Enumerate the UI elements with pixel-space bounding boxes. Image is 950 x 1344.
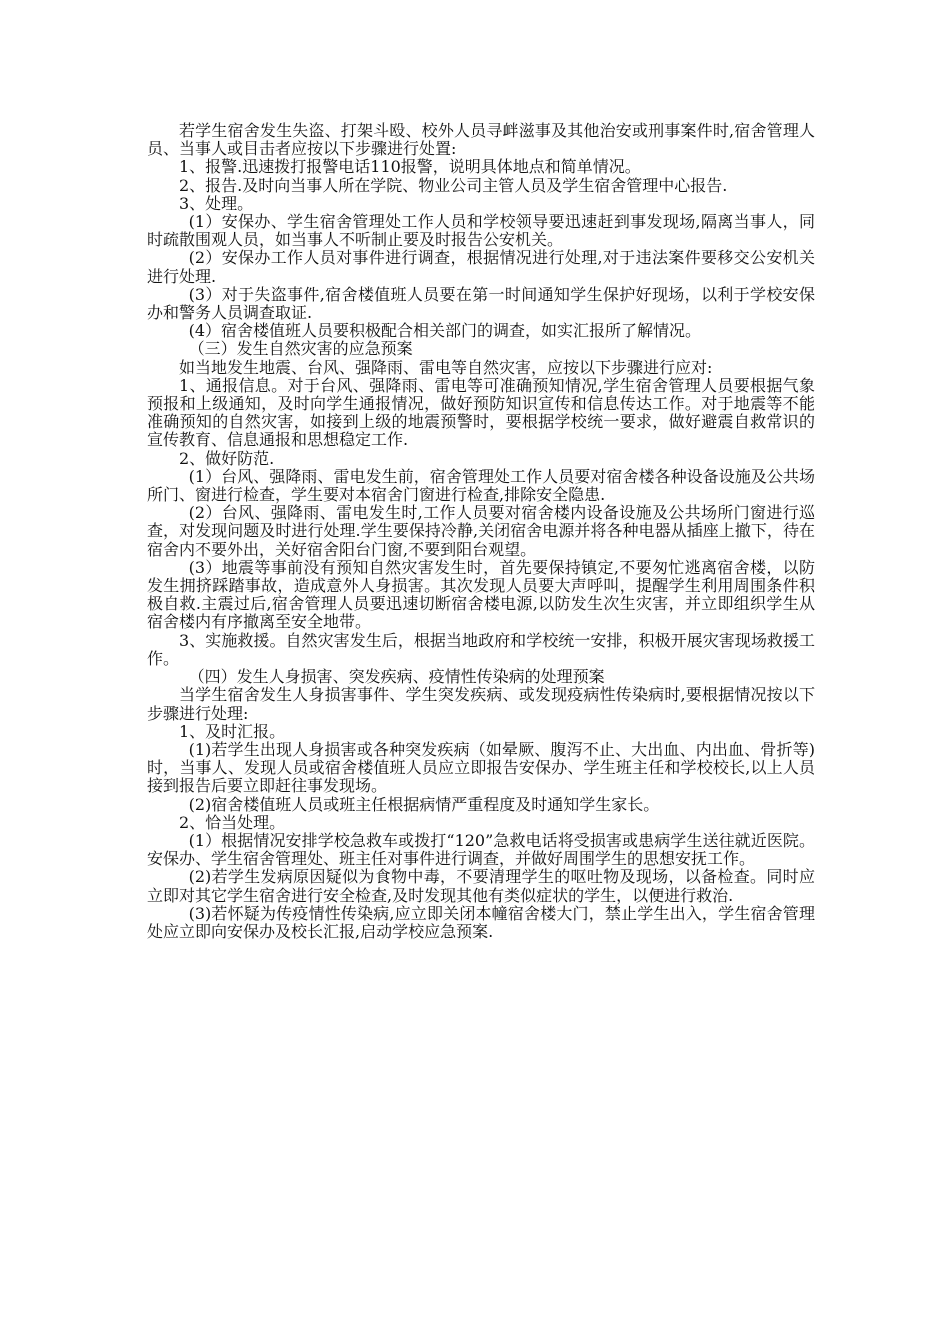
paragraph-intro: 若学生宿舍发生失盗、打架斗殴、校外人员寻衅滋事及其他治安或刑事案件时,宿舍管理人员、当事人或目击者应按以下步骤进行处置: — [147, 121, 815, 159]
paragraph-step-report-police: 1、报警.迅速拨打报警电话110报警，说明具体地点和简单情况。 — [179, 157, 641, 177]
paragraph-step-handle: 3、处理。 — [179, 193, 254, 213]
paragraph-step-report: 2、报告.及时向当事人所在学院、物业公司主管人员及学生宿舍管理中心报告. — [179, 175, 728, 195]
paragraph-report-2: (2)宿舍楼值班人员或班主任根据病情严重程度及时通知学生家长。 — [188, 794, 660, 814]
paragraph-handle-2: (2）安保办工作人员对事件进行调查，根据情况进行处理,对于违法案件要移交公安机关进行处理. — [147, 248, 815, 286]
paragraph-injury-intro: 当学生宿舍发生人身损害事件、学生突发疾病、或发现疫病性传染病时,要根据情况按以下步骤进行处理: — [147, 685, 815, 723]
paragraph-injury-handle: 2、恰当处理。 — [179, 812, 286, 832]
document-body — [147, 122, 815, 941]
paragraph-handle-1: (1）安保办、学生宿舍管理处工作人员和学校领导要迅速赶到事发现场,隔离当事人，同时疏散围观人员，如当事人不听制止要及时报告公安机关。 — [147, 212, 815, 250]
paragraph-prevent-3: (3）地震等事前没有预知自然灾害发生时，首先要保持镇定,不要匆忙逃离宿舍楼，以防发生拥挤踩踏事故，造成意外人身损害。其次发现人员要大声呼叫，提醒学生利用周围条件积极自救.主震过后,宿舍管理人员要迅速切断宿舍楼电源,以防发生次生灾害，并立即组织学生从宿舍楼内有序撤离至安全地带。 — [147, 557, 815, 632]
paragraph-injury-report: 1、及时汇报。 — [179, 721, 286, 741]
section-heading-injury-disease: （四）发生人身损害、突发疾病、疫情性传染病的处理预案 — [188, 667, 605, 687]
paragraph-prevent-1: (1）台风、强降雨、雷电发生前，宿舍管理处工作人员要对宿舍楼各种设备设施及公共场所门、窗进行检查，学生要对本宿舍门窗进行检查,排除安全隐患. — [147, 466, 815, 505]
section-heading-natural-disaster: （三）发生自然灾害的应急预案 — [188, 339, 413, 359]
paragraph-disaster-intro: 如当地发生地震、台风、强降雨、雷电等自然灾害，应按以下步骤进行应对: — [179, 357, 713, 377]
paragraph-disaster-prevent: 2、做好防范. — [179, 448, 275, 468]
paragraph-treat-3: (3)若怀疑为传疫情性传染病,应立即关闭本幢宿舍楼大门，禁止学生出入，学生宿舍管理处应立即向安保办及校长汇报,启动学校应急预案. — [147, 903, 815, 941]
paragraph-report-1: (1)若学生出现人身损害或各种突发疾病（如晕厥、腹泻不止、大出血、内出血、骨折等)时，当事人、发现人员或宿舍楼值班人员应立即报告安保办、学生班主任和学校校长,以上人员接到报告后要立即赶往事发现场。 — [147, 739, 815, 796]
paragraph-disaster-rescue: 3、实施救援。自然灾害发生后，根据当地政府和学校统一安排，积极开展灾害现场救援工作。 — [147, 630, 815, 668]
paragraph-treat-2: (2)若学生发病原因疑似为食物中毒，不要清理学生的呕吐物及现场，以备检查。同时应立即对其它学生宿舍进行安全检查,及时发现其他有类似症状的学生，以便进行救治. — [147, 867, 815, 905]
paragraph-handle-3: (3）对于失盗事件,宿舍楼值班人员要在第一时间通知学生保护好现场，以利于学校安保办和警务人员调查取证. — [147, 284, 815, 323]
paragraph-disaster-notify: 1、通报信息。对于台风、强降雨、雷电等可准确预知情况,学生宿舍管理人员要根据气象预报和上级通知，及时向学生通报情况，做好预防知识宣传和信息传达工作。对于地震等不能准确预知的自然灾害，如接到上级的地震预警时，要根据学校统一要求，做好避震自救常识的宣传教育、信息通报和思想稳定工作. — [147, 375, 815, 450]
paragraph-prevent-2: (2）台风、强降雨、雷电发生时,工作人员要对宿舍楼内设备设施及公共场所门窗进行巡查，对发现问题及时进行处理.学生要保持冷静,关闭宿舍电源并将各种电器从插座上撤下，待在宿舍内不要外出，关好宿舍阳台门窗,不要到阳台观望。 — [147, 503, 815, 559]
paragraph-handle-4: (4）宿舍楼值班人员要积极配合相关部门的调查，如实汇报所了解情况。 — [188, 321, 702, 341]
paragraph-treat-1: (1）根据情况安排学校急救车或拨打“120”急救电话将受损害或患病学生送往就近医院。安保办、学生宿舍管理处、班主任对事件进行调查，并做好周围学生的思想安抚工作。 — [147, 830, 815, 869]
